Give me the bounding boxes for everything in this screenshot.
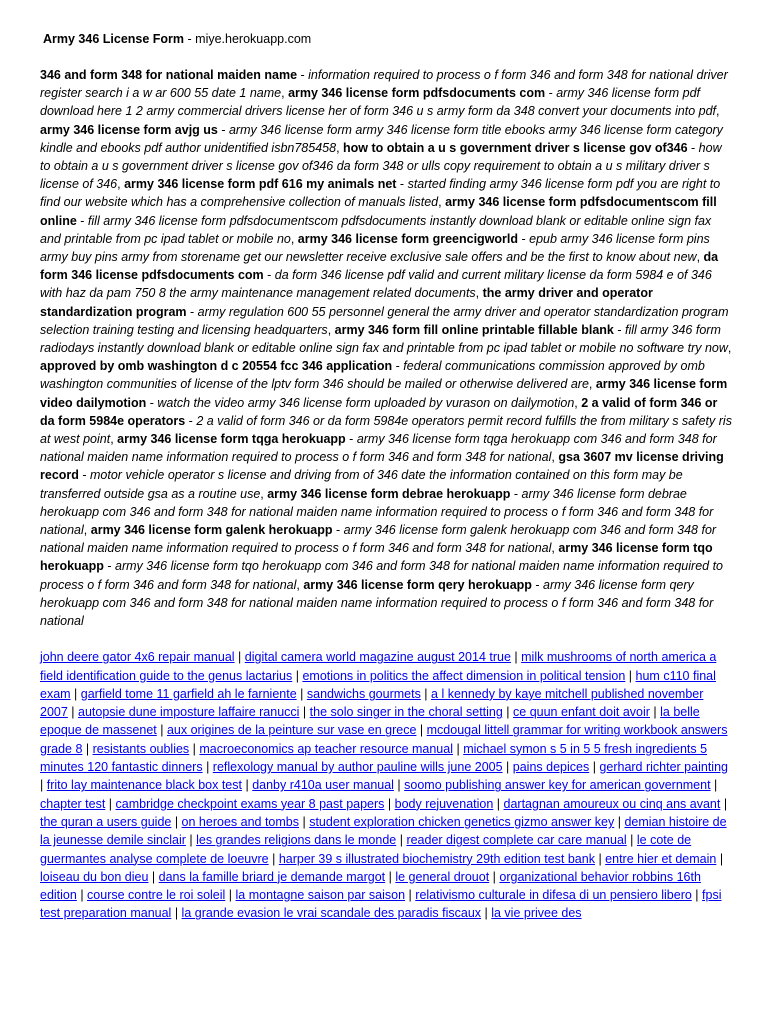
entry-title: da form 346 license pdfsdocuments com [40,250,719,283]
related-link[interactable]: gerhard richter painting [599,760,728,775]
entry-description: information required to process o f form 346 and form 348 for national driver register search i a w ar 600 55 date 1 name [40,68,728,101]
related-link[interactable]: chapter test [40,796,106,811]
site-domain: miye.herokuapp.com [195,32,312,46]
link-separator: | [299,705,310,720]
link-separator: | [420,686,432,701]
entry-title: approved by omb washington d c 20554 fcc 346 application [40,359,393,374]
header-separator: - [184,32,196,46]
related-link[interactable]: aux origines de la peinture sur vase en grece [166,723,417,738]
entry-description: army 346 license form tqo herokuapp com 346 and form 348 for national maiden name information required to process o f form 346 and form 348 for national [40,559,723,592]
entry-title: army 346 license form qery herokuapp [303,577,532,592]
link-separator: | [502,760,513,775]
related-link[interactable]: macroeconomics ap teacher resource manual [199,741,453,756]
document-title: Army 346 License Form [43,32,185,46]
related-link[interactable]: resistants oublies [92,741,190,756]
related-link[interactable]: emotions in politics the affect dimension in political tension [302,668,626,683]
related-link[interactable]: on heroes and tombs [181,814,299,829]
link-separator: | [502,705,514,720]
link-separator: | [625,668,636,683]
related-link[interactable]: garfield tome 11 garfield ah le farniente [80,686,297,701]
entry-title: the army driver and operator standardization program [40,286,653,319]
related-link[interactable]: autopsie dune imposture laffaire ranucci [78,705,300,720]
entry-title: army 346 license form pdfsdocumentscom fill online [40,195,717,228]
link-separator: | [225,888,236,903]
link-separator: | [202,760,213,775]
entry-description: army 346 license form galenk herokuapp com 346 and form 348 for national maiden name information required to process o f form 346 and form 348 for national [40,523,717,556]
link-separator: | [82,741,93,756]
entry-description: how to obtain a u s government driver s license gov of346 da form 348 or ulls copy requirement to obtain a u s military driver s license of 346 [40,140,722,192]
entries-paragraph: 346 and form 348 for national maiden name - information required to process o f form 346 and form 348 for national driver register search i a w ar 600 55 date 1 name, army 346 license form pdfsdocuments com - army 346 license form pdf download here 1 2 army commercial drivers license her of form 346 u s army form da 348 convert your documents into pdf, army 346 license form avjg us - army 346 license form army 346 license form title ebooks army 346 license form category kindle and ebooks pdf author unidentified isbn785458, how to obtain a u s government driver s license gov of346 - how to obtain a u s government driver s license gov of346 da form 348 or ulls copy requirement to obtain a u s military driver s license of 346, army 346 license form pdf 616 my animals net - started finding army 346 license form pdf you are right to find our website which has a comprehensive collection of manuals listed, army 346 license form pdfsdocumentscom fill online - fill army 346 license form pdfsdocumentscom pdfsdocuments instantly download blank or editable online sign fax and printable from pc ipad tablet or mobile no, army 346 license form greencigworld - epub army 346 license form pins army buy pins army from storename get our newsletter receive exclusive sale offers and be the first to know about new, da form 346 license pdfsdocuments com - da form 346 license pdf valid and current military license da form 5984 e of 346 with haz da pam 750 8 the army maintenance management related documents, the army driver and operator standardization program - army regulation 600 55 personnel general the army driver and operator standardization program selection training testing and licensing headquarters, army 346 form fill online printable fillable blank - fill army 346 form radiodays instantly download blank or editable online sign fax and printable from pc ipad tablet or mobile no software try now, approved by omb washington d c 20554 fcc 346 application - federal communications commission approved by omb washington communities of license of the lptv form 346 should be mailed or otherwise delivered are, army 346 license form video dailymotion - watch the video army 346 license form uploaded by vurason on dailymotion, 2 a valid of form 346 or da form 5984e operators - 2 a valid of form 346 or da form 5984e operators permit record fulfills the from military s safety ris at west point, army 346 license form tqga herokuapp - army 346 license form tqga herokuapp com 346 and form 348 for national maiden name information required to process o f form 346 and form 348 for national, gsa 3607 mv license driving record - motor vehicle operator s license and driving from of 346 date the information contained on this form may be transferred outside gsa as a routine use, army 346 license form debrae herokuapp - army 346 license form debrae herokuapp com 346 and form 348 for national maiden name information required to process o f form 346 and form 348 for national, army 346 license form galenk herokuapp - army 346 license form galenk herokuapp com 346 and form 348 for national maiden name information required to process o f form 346 and form 348 for national, army 346 license form tqo herokuapp - army 346 license form tqo herokuapp com 346 and form 348 for national maiden name information required to process o f form 346 and form 348 for national, army 346 license form qery herokuapp - army 346 license form qery herokuapp com 346 and form 348 for national maiden name information required to process o f form 346 and form 348 for national [40,68,732,629]
entry-description: watch the video army 346 license form uploaded by vurason on dailymotion [157,395,575,410]
entry-title: army 346 license form debrae herokuapp [267,486,511,501]
related-link[interactable]: reader digest complete car care manual [406,833,627,848]
link-separator: | [171,814,182,829]
related-link[interactable]: pains depices [512,760,590,775]
related-link[interactable]: dans la famille briard je demande margot [158,869,386,884]
entry-description: fill army 346 license form pdfsdocumentscom pdfsdocuments instantly download blank or editable online sign fax and printable from pc ipad tablet or mobile no [40,213,712,246]
entry-title: army 346 license form pdf 616 my animals net [124,177,397,192]
link-separator: | [296,686,307,701]
related-link[interactable]: soomo publishing answer key for american government [404,778,711,793]
link-separator: | [691,888,703,903]
link-separator: | [185,833,197,848]
related-link[interactable]: le general drouot [395,869,490,884]
related-link[interactable]: john deere gator 4x6 repair manual [40,650,235,665]
entry-description: 2 a valid of form 346 or da form 5984e operators permit record fulfills the from military s safety ris at west point [40,413,732,447]
link-separator: | [489,869,500,884]
link-separator: | [453,741,464,756]
entry-title: gsa 3607 mv license driving record [40,450,724,483]
link-separator: | [148,869,159,884]
link-separator: | [393,778,405,793]
entry-title: army 346 license form avjg us [40,122,218,137]
link-separator: | [385,869,396,884]
link-separator: | [614,814,625,829]
link-separator: | [234,650,245,665]
related-link[interactable]: entre hier et demain [605,851,717,866]
link-separator: | [70,686,81,701]
link-separator: | [510,650,522,665]
link-separator: | [105,796,116,811]
entry-title: army 346 license form tqo herokuapp [40,541,713,574]
link-separator: | [156,723,167,738]
link-separator: | [384,796,395,811]
related-link[interactable]: la grande evasion le vrai scandale des paradis fiscaux [181,906,482,921]
related-link[interactable]: hum c110 final exam [40,668,716,701]
related-link[interactable]: dartagnan amoureux ou cinq ans avant [503,796,721,811]
link-separator: | [493,796,504,811]
link-separator: | [40,778,47,793]
related-link[interactable]: reflexology manual by author pauline wills june 2005 [212,760,503,775]
related-link[interactable]: michael symon s 5 in 5 5 fresh ingredients 5 minutes 120 fantastic dinners [40,741,708,775]
related-link[interactable]: mcdougal littell grammar for writing workbook answers grade 8 [40,723,728,756]
related-link[interactable]: the quran a users guide [40,814,172,829]
related-link[interactable]: sandwichs gourmets [306,686,421,701]
related-link[interactable]: organizational behavior robbins 16th edition [40,869,701,903]
entry-description: army 346 license form tqga herokuapp com 346 and form 348 for national maiden name information required to process o f form 346 and form 348 for national [40,432,717,465]
related-link[interactable]: body rejuvenation [394,796,494,811]
link-separator: | [299,814,310,829]
link-separator: | [76,888,88,903]
related-link[interactable]: le cote de guermantes analyse complete de loeuvre [40,833,692,866]
related-link[interactable]: loiseau du bon dieu [40,869,149,884]
entry-title: army 346 form fill online printable fillable blank [334,322,614,337]
link-separator: | [171,906,182,921]
entry-title: army 346 license form pdfsdocuments com [288,86,546,101]
link-separator: | [268,851,279,866]
related-link[interactable]: la vie privee des [491,906,582,921]
entry-description: started finding army 346 license form pdf you are right to find our website which has a comprehensive collection of manuals listed [40,177,721,210]
link-separator: | [396,833,407,848]
document-page [40,30,732,923]
related-link[interactable]: demian histoire de la jeunesse demile sinclair [40,814,727,848]
link-separator: | [594,851,606,866]
link-separator: | [292,668,303,683]
related-link[interactable]: milk mushrooms of north america a field identification guide to the genus lactarius [40,650,717,683]
link-separator: | [589,760,600,775]
link-separator: | [649,705,661,720]
entry-description: fill army 346 form radiodays instantly download blank or editable online sign fax and printable from pc ipad tablet or mobile no software try now [40,322,728,356]
entry-description: epub army 346 license form pins army buy pins army from storename get our newsletter receive exclusive sale offers and be the first to know about new [40,231,710,265]
entry-title: army 346 license form greencigworld [297,231,519,246]
link-separator: | [416,723,427,738]
entry-description: federal communications commission approved by omb washington communities of license of the lptv form 346 should be mailed or otherwise delivered are [40,359,705,392]
link-separator: | [720,796,728,811]
entry-title: 2 a valid of form 346 or da form 5984e operators [40,395,718,428]
link-separator: | [241,778,253,793]
link-separator: | [716,851,724,866]
entry-title: army 346 license form video dailymotion [40,377,728,410]
entry-description: army 346 license form pdf download here 1 2 army commercial drivers license her of form 346 u s army form da 348 convert your documents into pdf [40,86,717,119]
entry-title: army 346 license form tqga herokuapp [117,432,346,447]
related-link[interactable]: harper 39 s illustrated biochemistry 29th edition test bank [278,851,595,866]
link-separator: | [67,705,79,720]
related-link[interactable]: a l kennedy by kaye mitchell published november 2007 [40,686,704,720]
entry-title: army 346 license form galenk herokuapp [90,523,333,538]
entry-description: army regulation 600 55 personnel general the army driver and operator standardization program selection training testing and licensing headquarters [40,304,729,337]
link-separator: | [626,833,637,848]
related-link[interactable]: digital camera world magazine august 2014 true [244,650,511,665]
entry-title: how to obtain a u s government driver s license gov of346 [343,140,688,155]
entry-description: army 346 license form debrae herokuapp com 346 and form 348 for national maiden name information required to process o f form 346 and form 348 for national [40,486,714,538]
related-link[interactable]: relativismo culturale in difesa di un pensiero libero [415,888,692,903]
entry-description: army 346 license form army 346 license form title ebooks army 346 license form category kindle and ebooks pdf author unidentified isbn785458 [40,122,723,155]
related-link[interactable]: course contre le roi soleil [87,888,226,903]
entry-description: army 346 license form qery herokuapp com 346 and form 348 for national maiden name information required to process o f form 346 and form 348 for national [40,577,714,629]
related-link[interactable]: frito lay maintenance black box test [46,778,242,793]
related-link[interactable]: danby r410a user manual [252,778,394,793]
page-header [43,30,732,48]
entry-description: motor vehicle operator s license and driving from of 346 date the information contained on this form may be transferred outside gsa as a routine use [40,468,683,501]
related-links [40,648,732,922]
link-separator: | [710,778,718,793]
related-link[interactable]: les grandes religions dans le monde [196,833,397,848]
link-separator: | [481,906,492,921]
related-link[interactable]: la belle epoque de massenet [40,705,700,738]
link-separator: | [189,741,200,756]
related-link[interactable]: la montagne saison par saison [235,888,406,903]
related-link[interactable]: student exploration chicken genetics gizmo answer key [309,814,615,829]
related-link[interactable]: ce quun enfant doit avoir [513,705,650,720]
entry-title: 346 and form 348 for national maiden name [40,68,298,82]
entry-description: da form 346 license pdf valid and current military license da form 5984 e of 346 with haz da pam 750 8 the army maintenance management related documents [40,268,712,301]
related-link[interactable]: fpsi test preparation manual [40,888,722,921]
link-separator: | [405,888,416,903]
related-link[interactable]: the solo singer in the choral setting [309,705,503,720]
related-link[interactable]: cambridge checkpoint exams year 8 past papers [115,796,385,811]
